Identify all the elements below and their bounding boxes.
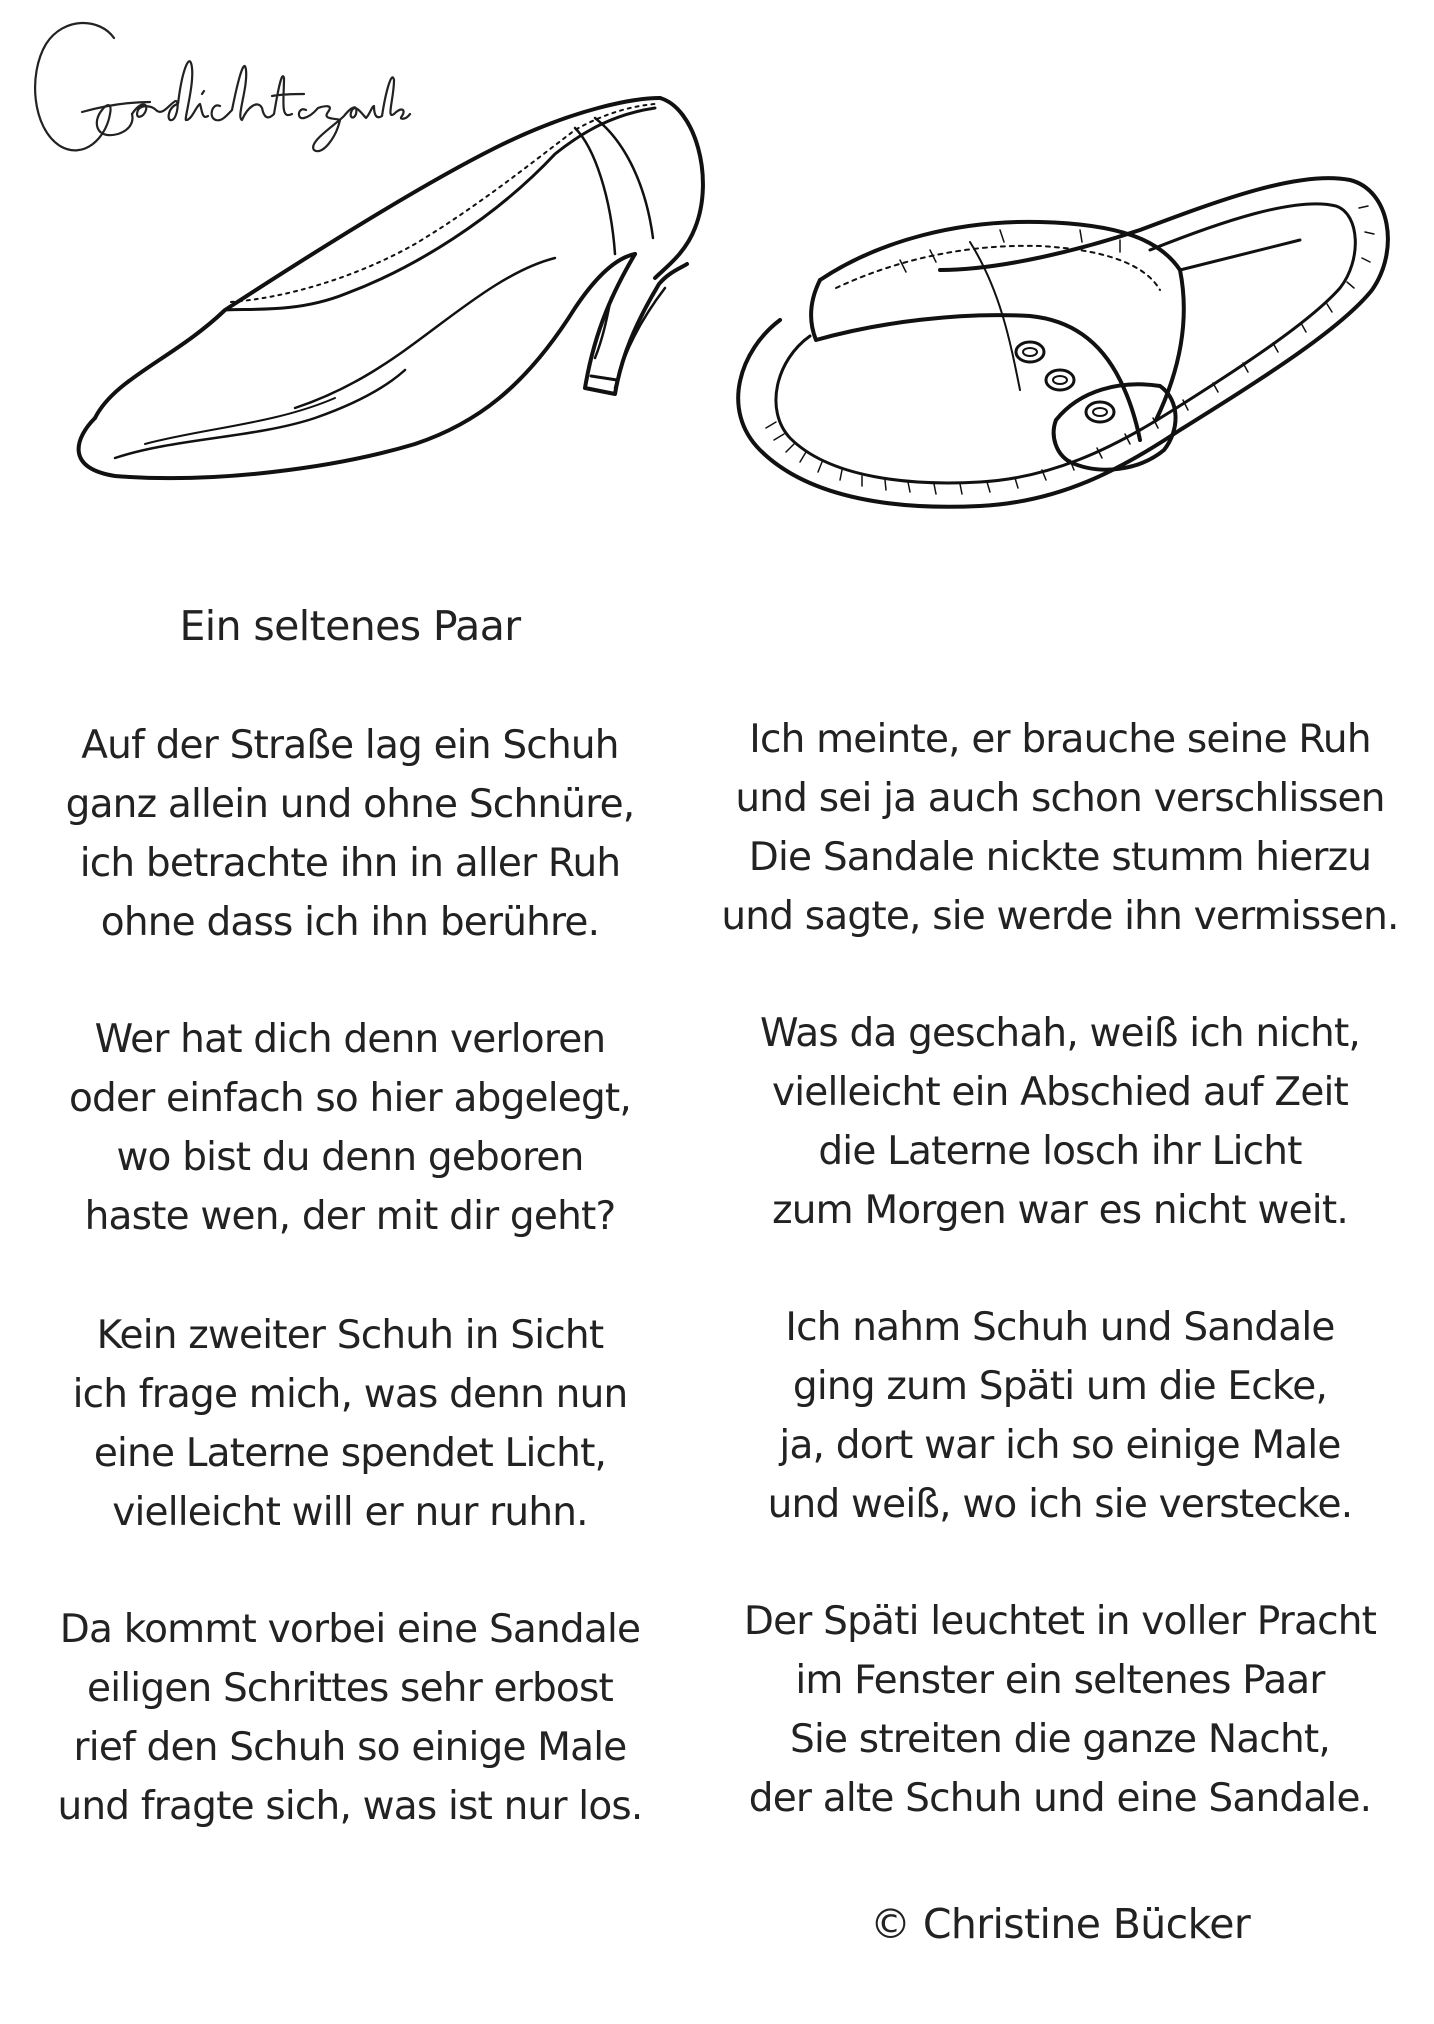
stanza-left-3 — [0, 1306, 700, 1542]
stanza-left-1 — [0, 716, 700, 952]
poem-line: rief den Schuh so einige Male — [73, 1725, 627, 1770]
poem-line: der alte Schuh und eine Sandale. — [748, 1776, 1372, 1821]
poem-line: Sie streiten die ganze Nacht, — [790, 1717, 1330, 1762]
poem-line: eiligen Schrittes sehr erbost — [87, 1666, 613, 1711]
poem-line: oder einfach so hier abgelegt, — [68, 1076, 631, 1121]
poem-line: vielleicht ein Abschied auf Zeit — [771, 1070, 1349, 1115]
poem-line: Kein zweiter Schuh in Sicht — [96, 1313, 604, 1358]
poem-line: ja, dort war ich so einige Male — [779, 1423, 1341, 1468]
poem-line: wo bist du denn geboren — [116, 1135, 584, 1180]
poem-line: und weiß, wo ich sie verstecke. — [767, 1482, 1353, 1527]
poem-line: haste wen, der mit dir geht? — [84, 1194, 616, 1239]
poem-line: ganz allein und ohne Schnüre, — [65, 782, 635, 827]
poem-line: vielleicht will er nur ruhn. — [112, 1490, 588, 1535]
poem-line: ich frage mich, was denn nun — [72, 1372, 628, 1417]
poem-line: ging zum Späti um die Ecke, — [792, 1364, 1328, 1409]
poem-line: eine Laterne spendet Licht, — [93, 1431, 607, 1476]
stanza-right-1 — [710, 710, 1410, 946]
poem-line: und fragte sich, was ist nur los. — [57, 1784, 643, 1829]
poem-line: Der Späti leuchtet in voller Pracht — [743, 1599, 1377, 1644]
poem-line: Die Sandale nickte stumm hierzu — [748, 835, 1372, 880]
stanza-right-2 — [710, 1004, 1410, 1240]
poem-line: ich betrachte ihn in aller Ruh — [79, 841, 621, 886]
poem-line: Auf der Straße lag ein Schuh — [81, 723, 619, 768]
poem-left-column — [0, 0, 700, 2024]
stanza-left-2 — [0, 1010, 700, 1246]
poem-line: Ich meinte, er brauche seine Ruh — [749, 717, 1371, 762]
poem-line: ohne dass ich ihn berühre. — [100, 900, 600, 945]
poem-line: und sei ja auch schon verschlissen — [735, 776, 1385, 821]
poem-line: Wer hat dich denn verloren — [94, 1017, 606, 1062]
poem-line: Ich nahm Schuh und Sandale — [785, 1305, 1335, 1350]
copyright-notice: © Christine Bücker — [870, 1900, 1251, 1948]
poem-line: zum Morgen war es nicht weit. — [772, 1188, 1348, 1233]
poem-line: und sagte, sie werde ihn vermissen. — [721, 894, 1399, 939]
stanza-right-4 — [710, 1592, 1410, 1828]
poem-line: Was da geschah, weiß ich nicht, — [759, 1011, 1361, 1056]
poem-line: Da kommt vorbei eine Sandale — [59, 1607, 641, 1652]
poem-line: die Laterne losch ihr Licht — [818, 1129, 1302, 1174]
stanza-right-3 — [710, 1298, 1410, 1534]
poem-line: im Fenster ein seltenes Paar — [795, 1658, 1325, 1703]
poem-title: Ein seltenes Paar — [179, 602, 521, 650]
stanza-left-4 — [0, 1600, 700, 1836]
poem-right-column — [710, 0, 1410, 2024]
